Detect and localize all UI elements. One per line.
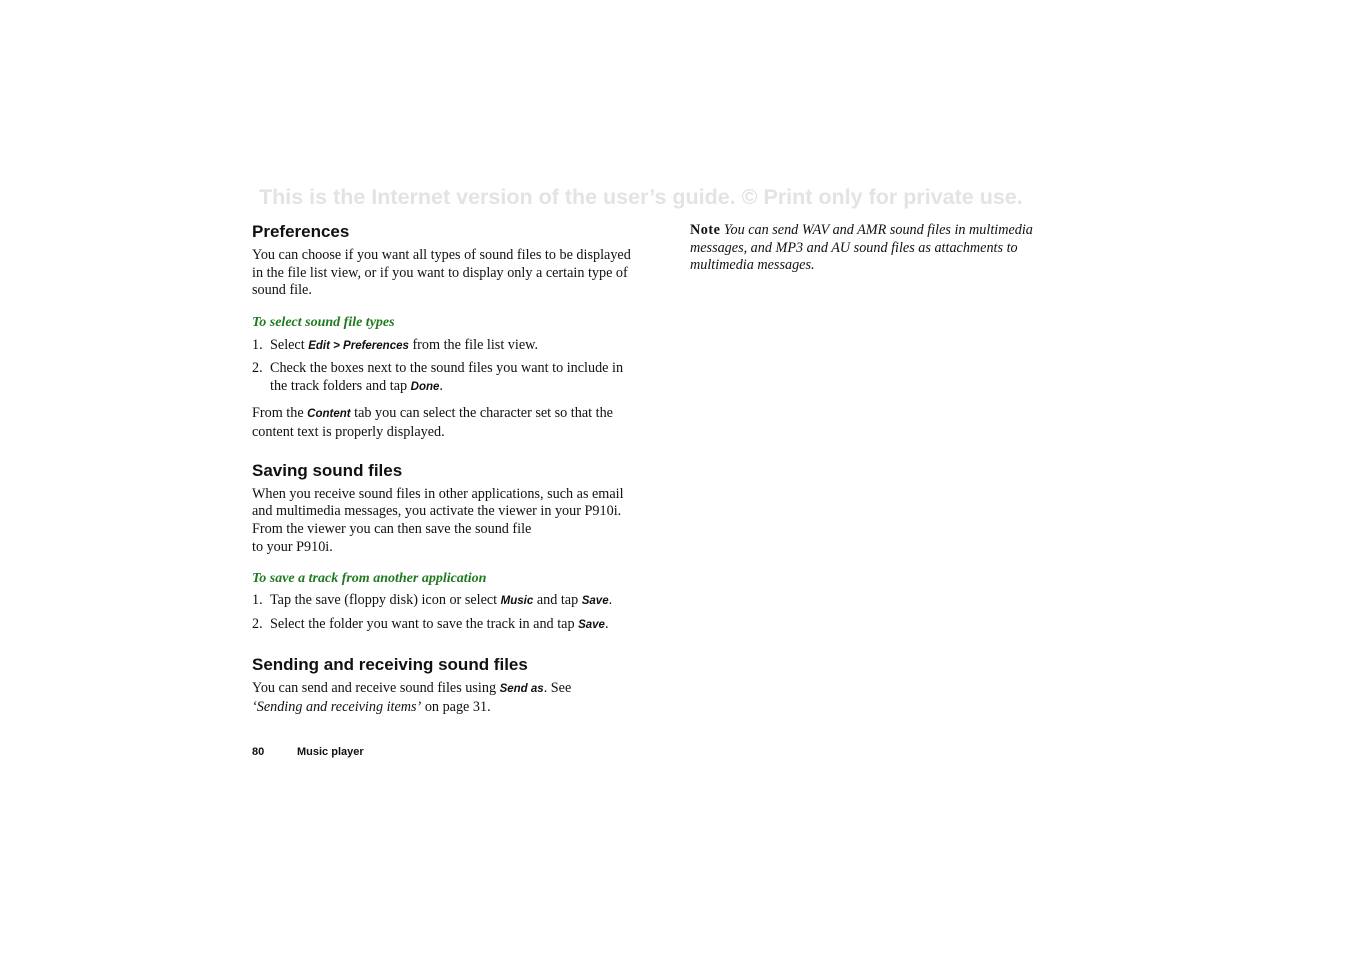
footer-section-title: Music player bbox=[297, 746, 364, 758]
step-text: Select the folder you want to save the track in and tap bbox=[270, 616, 579, 633]
sending-paragraph bbox=[252, 680, 632, 716]
step-text: . bbox=[608, 592, 613, 609]
list-item bbox=[252, 360, 632, 396]
ui-term: Save bbox=[581, 595, 609, 608]
ui-term: Content bbox=[307, 408, 351, 421]
step-number: 2. bbox=[252, 359, 263, 376]
step-text: . bbox=[439, 377, 443, 394]
page-number: 80 bbox=[252, 746, 265, 758]
note-body: You can send WAV and AMR sound files in multimedia messages, and MP3 and AU sound files as attachments to multimedia messages. bbox=[690, 222, 1033, 274]
select-sound-types-subheading: To select sound file types bbox=[252, 315, 395, 331]
list-item bbox=[252, 592, 632, 611]
watermark: This is the Internet version of the user’s guide. © Print only for private use. bbox=[259, 185, 1023, 209]
paragraph-text: You can send and receive sound files using bbox=[252, 679, 500, 696]
right-column bbox=[690, 222, 1050, 275]
page-footer bbox=[252, 746, 364, 758]
paragraph-text: . See bbox=[543, 679, 572, 696]
paragraph-text: to your P910i. bbox=[252, 538, 333, 555]
content-tab-paragraph bbox=[252, 405, 632, 441]
left-column bbox=[252, 221, 632, 716]
ui-term: Edit > Preferences bbox=[308, 340, 409, 353]
cross-reference: ‘Sending and receiving items’ bbox=[252, 698, 422, 715]
step-number: 1. bbox=[252, 592, 263, 609]
step-text: Check the boxes next to the sound files you want to include in the track folders and tap bbox=[270, 359, 624, 394]
paragraph-text: When you receive sound files in other applications, such as email and multimedia messages, you activate the viewer in your P910i. From the viewer you can then save the sound file bbox=[252, 485, 624, 538]
step-text: Select bbox=[270, 337, 309, 354]
step-text: Tap the save (floppy disk) icon or select bbox=[270, 592, 501, 609]
paragraph-text: From the bbox=[252, 405, 308, 422]
ui-term: Save bbox=[578, 619, 605, 632]
paragraph-text: on page 31. bbox=[421, 698, 491, 715]
step-text: . bbox=[604, 616, 609, 633]
note-paragraph bbox=[690, 222, 1050, 275]
saving-intro bbox=[252, 486, 632, 557]
ui-term: Done bbox=[410, 380, 440, 393]
save-track-subheading: To save a track from another application bbox=[252, 571, 487, 587]
step-number: 1. bbox=[252, 337, 263, 354]
preferences-steps bbox=[252, 337, 632, 396]
preferences-heading: Preferences bbox=[252, 222, 350, 241]
preferences-intro: You can choose if you want all types of sound files to be displayed in the file list view, or if you want to display only a certain type of sound file. bbox=[252, 247, 631, 299]
sending-heading: Sending and receiving sound files bbox=[252, 654, 528, 674]
step-number: 2. bbox=[252, 616, 263, 633]
list-item bbox=[252, 337, 632, 356]
ui-term: Music bbox=[500, 595, 534, 608]
saving-steps bbox=[252, 592, 632, 634]
note-label: Note bbox=[690, 222, 721, 238]
paragraph-text: tab you can select the character set so that the content text is properly displayed. bbox=[252, 405, 613, 440]
list-item bbox=[252, 616, 632, 635]
step-text: and tap bbox=[533, 592, 582, 609]
step-text: from the file list view. bbox=[408, 337, 539, 354]
saving-heading: Saving sound files bbox=[252, 460, 403, 480]
ui-term: Send as bbox=[499, 682, 544, 695]
